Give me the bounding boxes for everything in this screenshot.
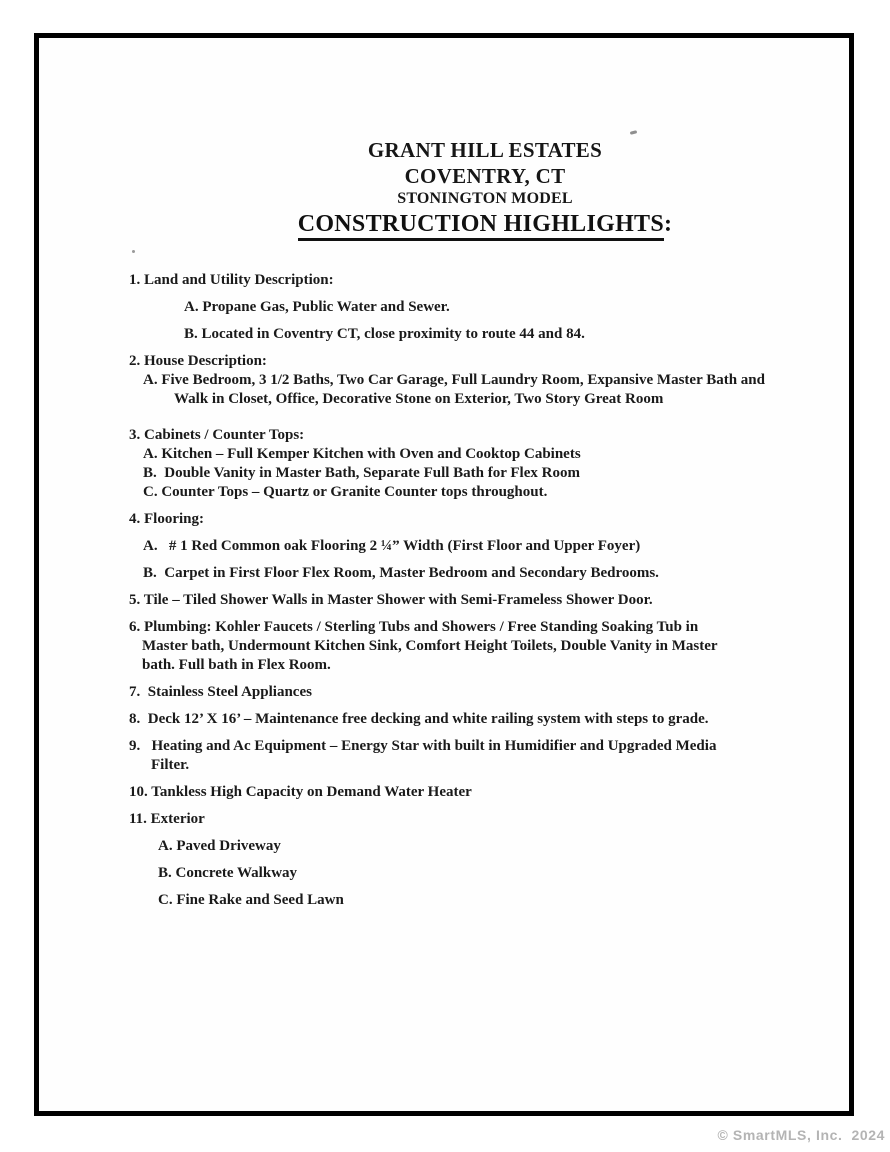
list-subitem-1b: B. Located in Coventry CT, close proximity to route 44 and 84. [184,326,585,342]
list-item-10: 10. Tankless High Capacity on Demand Water Heater [129,784,472,800]
list-item-7: 7. Stainless Steel Appliances [129,684,312,700]
list-subitem-2a-cont: Walk in Closet, Office, Decorative Stone on Exterior, Two Story Great Room [174,391,664,407]
list-item-3: 3. Cabinets / Counter Tops: [129,427,305,443]
list-item-5: 5. Tile – Tiled Shower Walls in Master Shower with Semi-Frameless Shower Door. [129,592,653,608]
list-subitem-1a: A. Propane Gas, Public Water and Sewer. [184,299,450,315]
scan-dot-artifact [132,250,135,253]
list-item-9-cont: Filter. [151,757,190,773]
scan-speck-artifact [630,130,638,135]
title-line-2: COVENTRY, CT [404,164,566,188]
title-line-1: GRANT HILL ESTATES [367,138,603,162]
list-item-6: 6. Plumbing: Kohler Faucets / Sterling Tubs and Showers / Free Standing Soaking Tub in [129,619,699,635]
document-header [131,137,839,239]
list-subitem-4a: A. # 1 Red Common oak Flooring 2 ¼” Width (First Floor and Upper Foyer) [143,538,641,554]
document-heading-colon: : [664,211,673,237]
list-item-9: 9. Heating and Ac Equipment – Energy Star with built in Humidifier and Upgraded Media [129,738,717,754]
list-item-1: 1. Land and Utility Description: [129,272,334,288]
list-subitem-3b: B. Double Vanity in Master Bath, Separate Full Bath for Flex Room [143,465,580,481]
list-subitem-11c: C. Fine Rake and Seed Lawn [158,892,344,908]
list-subitem-11a: A. Paved Driveway [158,838,281,854]
list-subitem-3a: A. Kitchen – Full Kemper Kitchen with Oven and Cooktop Cabinets [143,446,581,462]
document-heading-text: CONSTRUCTION HIGHLIGHTS [298,211,664,241]
title-line-3: STONINGTON MODEL [397,190,573,207]
list-item-2: 2. House Description: [129,353,267,369]
page-border-frame [34,33,854,1116]
list-item-6-cont-1: Master bath, Undermount Kitchen Sink, Comfort Height Toilets, Double Vanity in Master [142,638,718,654]
list-subitem-3c: C. Counter Tops – Quartz or Granite Counter tops throughout. [143,484,548,500]
list-subitem-4b: B. Carpet in First Floor Flex Room, Master Bedroom and Secondary Bedrooms. [143,565,659,581]
list-item-11: 11. Exterior [129,811,205,827]
list-subitem-11b: B. Concrete Walkway [158,865,298,881]
document-body [39,271,849,909]
list-item-4: 4. Flooring: [129,511,204,527]
list-item-8: 8. Deck 12’ X 16’ – Maintenance free decking and white railing system with steps to grade. [129,711,709,727]
watermark: © SmartMLS, Inc. 2024 [717,1127,885,1143]
document-heading [131,209,839,239]
list-item-6-cont-2: bath. Full bath in Flex Room. [142,657,331,673]
list-subitem-2a: A. Five Bedroom, 3 1/2 Baths, Two Car Garage, Full Laundry Room, Expansive Master Bath and [143,372,765,388]
